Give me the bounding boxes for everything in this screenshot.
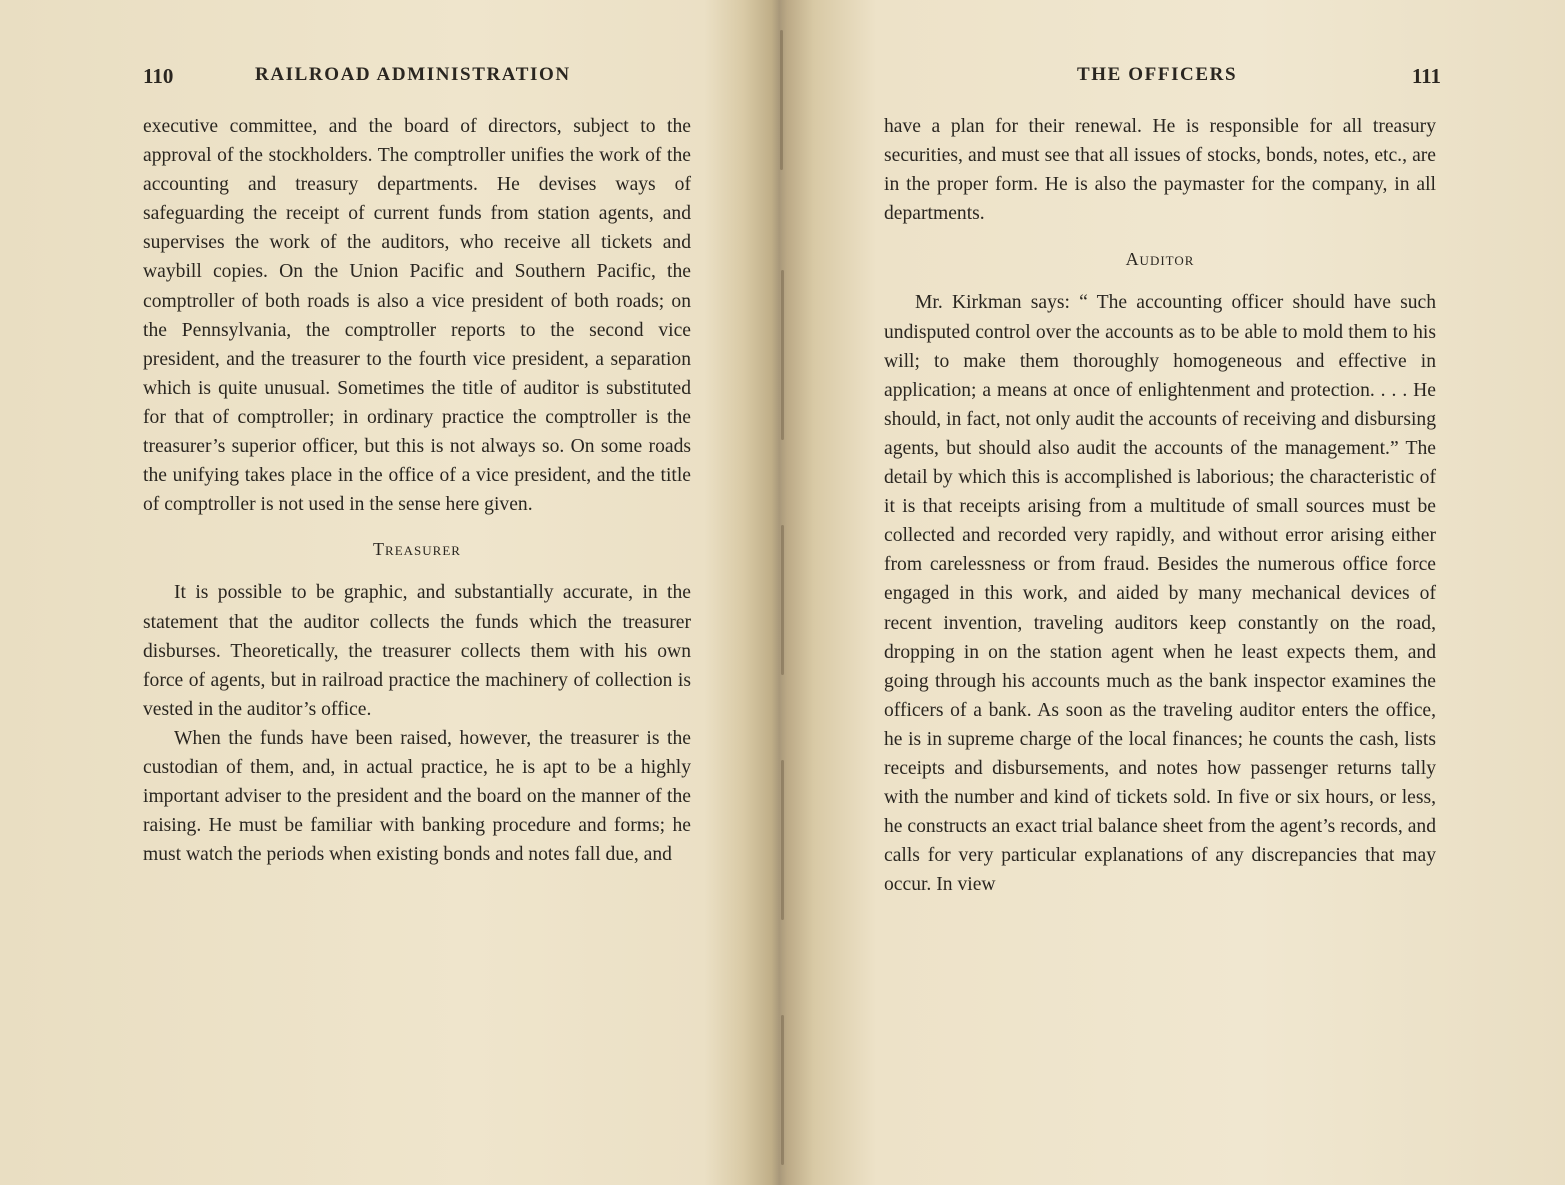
binding-thread	[780, 30, 783, 170]
right-running-head	[881, 64, 1441, 94]
left-page	[0, 0, 780, 1185]
left-page-text	[143, 112, 691, 869]
paragraph: It is possible to be graphic, and substantially accurate, in the statement that the auditor collects the funds which the treasurer disburses. Theoretically, the treasurer collects them with his own force of agents, but in railroad practice the machinery of collection is vested in the auditor’s office.	[143, 582, 691, 720]
left-running-head	[143, 64, 693, 94]
right-page-text	[884, 112, 1436, 899]
page-number: 110	[143, 64, 174, 88]
section-heading: Auditor	[1125, 249, 1195, 270]
paragraph: Mr. Kirkman says: “ The accounting officer should have such undisputed control over the accounts as to be able to mold them to his will; to make them thoroughly homogeneous and effective in application; a means at once of enlightenment and protection. . . . He should, in fact, not only audit the accounts of receiving and disbursing agents, but should also audit the accounts of the management.” The detail by which this is accomplished is laborious; the characteristic of it is that receipts arising from a multitude of small sources must be collected and recorded very rapidly, and without error arising either from carelessness or from fraud. Besides the numerous office force engaged in this work, and aided by many mechanical devices of recent invention, traveling auditors keep constantly on the road, dropping in on the station agent when he least expects them, and going through his accounts much as the bank inspector examines the officers of a bank. As soon as the traveling auditor enters the office, he is in supreme charge of the local finances; he counts the cash, lists receipts and disbursements, and notes how passenger returns tally with the number and kind of tickets sold. In five or six hours, or less, he constructs an exact trial balance sheet from the agent’s records, and calls for very particular explanations of any discrepancies that may occur. In view	[884, 292, 1436, 896]
paragraph: executive committee, and the board of directors, subject to the approval of the stockholders. The comptroller unifies the work of the accounting and treasury departments. He devises ways of safeguarding the receipt of current funds from station agents, and supervises the work of the auditors, who receive all tickets and waybill copies. On the Union Pacific and Southern Pacific, the comptroller of both roads is also a vice president of both roads; on the Pennsylvania, the comptroller reports to the second vice president, and the treasurer to the fourth vice president, a separation which is quite unusual. Sometimes the title of auditor is substituted for that of comptroller; in ordinary practice the comptroller is the treasurer’s superior officer, but this is not always so. On some roads the unifying takes place in the office of a vice president, and the title of comptroller is not used in the sense here given.	[143, 116, 691, 516]
paragraph: When the funds have been raised, however, the treasurer is the custodian of them, and, in actual practice, he is apt to be a highly important adviser to the president and the board on the manner of the raising. He must be familiar with banking procedure and forms; he must watch the periods when existing bonds and notes fall due, and	[143, 727, 691, 866]
binding-thread	[781, 1015, 784, 1165]
binding-thread	[781, 525, 784, 675]
running-title: THE OFFICERS	[1077, 64, 1238, 85]
binding-thread	[781, 270, 784, 440]
section-heading: Treasurer	[373, 539, 461, 560]
page-number: 111	[1411, 64, 1441, 88]
paragraph: have a plan for their renewal. He is responsible for all treasury securities, and must see that all issues of stocks, bonds, notes, etc., are in the proper form. He is also the paymaster for the company, in all departments.	[884, 116, 1436, 225]
running-title: RAILROAD ADMINISTRATION	[255, 64, 571, 85]
right-page	[785, 0, 1565, 1185]
binding-thread	[781, 760, 784, 920]
